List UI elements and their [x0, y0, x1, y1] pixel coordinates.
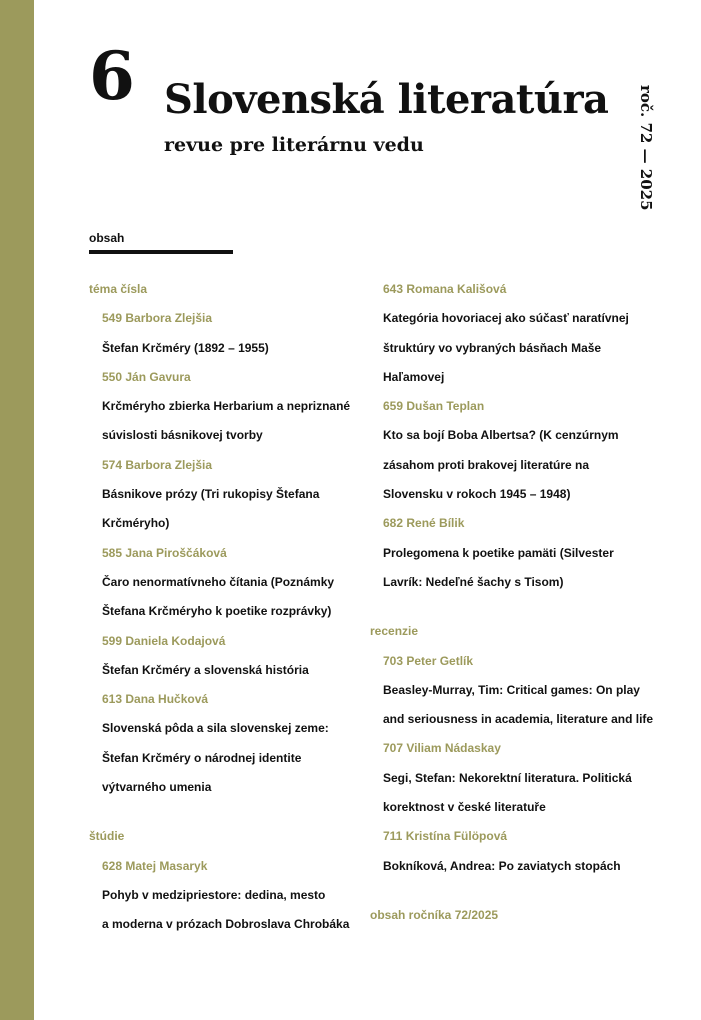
- entry-title: Haľamovej: [383, 369, 445, 384]
- entry-author: 659 Dušan Teplan: [383, 399, 485, 414]
- entry-title: Bokníková, Andrea: Po zaviatych stopách: [383, 858, 621, 873]
- section-gap: [89, 808, 359, 828]
- section-heading: téma čísla: [89, 282, 148, 296]
- entry-author: 613 Dana Hučková: [102, 692, 209, 707]
- contents-rule: [89, 250, 233, 254]
- journal-title: Slovenská literatúra: [164, 76, 609, 123]
- entry-title: Prolegomena k poetike pamäti (Silvester: [383, 545, 614, 560]
- entry-title: Slovensku v rokoch 1945 – 1948): [383, 487, 571, 502]
- volume-year: roč. 72 — 2025: [637, 85, 655, 211]
- accent-stripe: [0, 0, 34, 1020]
- entry-author: 550 Ján Gavura: [102, 369, 191, 384]
- entry-author: 549 Barbora Zlejšia: [102, 311, 213, 326]
- entry-author: 585 Jana Piroščáková: [102, 545, 227, 560]
- entry-title: Štefan Krčméry (1892 – 1955): [102, 340, 269, 355]
- entry-title: Štefan Krčméry o národnej identite: [102, 750, 302, 765]
- entry-title: and seriousness in academia, literature and life: [383, 712, 654, 727]
- section-heading: obsah ročníka 72/2025: [370, 907, 499, 922]
- section-heading: štúdie: [89, 829, 125, 844]
- entry-title: Čaro nenormatívneho čítania (Poznámky: [102, 574, 335, 589]
- entry-author: 703 Peter Getlík: [383, 653, 474, 668]
- entry-author: 707 Viliam Nádaskay: [383, 741, 501, 756]
- section-gap: [370, 887, 670, 907]
- entry-author: 643 Romana Kališová: [383, 282, 507, 296]
- entry-title: zásahom proti brakovej literatúre na: [383, 457, 590, 472]
- entry-author: 599 Daniela Kodajová: [102, 633, 226, 648]
- entry-author: 711 Kristína Fülöpová: [383, 829, 508, 844]
- entry-title: súvislosti básnikovej tvorby: [102, 428, 263, 443]
- entry-title: a moderna v prózach Dobroslava Chrobáka: [102, 917, 350, 932]
- journal-subtitle: revue pre literárnu vedu: [164, 134, 424, 156]
- entry-title: korektnost v české literatuře: [383, 800, 546, 815]
- entry-title: Krčméryho): [102, 516, 170, 531]
- contents-right-column: [370, 281, 670, 936]
- entry-title: Krčméryho zbierka Herbarium a nepriznané: [102, 399, 351, 414]
- entry-title: Štefan Krčméry a slovenská história: [102, 662, 309, 677]
- contents-left-column: [89, 281, 359, 946]
- entry-title: Slovenská pôda a sila slovenskej zeme:: [102, 721, 329, 736]
- issue-number: 6: [89, 37, 135, 115]
- entry-title: štruktúry vo vybraných básňach Maše: [383, 340, 602, 355]
- entry-title: výtvarného umenia: [102, 780, 212, 795]
- contents-label: obsah: [89, 231, 125, 245]
- entry-author: 682 René Bílik: [383, 516, 465, 531]
- entry-title: Básnikove prózy (Tri rukopisy Štefana: [102, 487, 320, 502]
- entry-author: 628 Matej Masaryk: [102, 858, 208, 873]
- entry-title: Segi, Stefan: Nekorektní literatura. Politická: [383, 770, 632, 785]
- entry-title: Štefana Krčméryho k poetike rozprávky): [102, 604, 332, 619]
- entry-title: Kto sa bojí Boba Albertsa? (K cenzúrnym: [383, 428, 619, 443]
- section-gap: [370, 603, 670, 623]
- entry-title: Lavrík: Nedeľné šachy s Tisom): [383, 574, 564, 589]
- entry-author: 574 Barbora Zlejšia: [102, 457, 213, 472]
- entry-title: Pohyb v medzipriestore: dedina, mesto: [102, 887, 326, 902]
- entry-title: Kategória hovoriacej ako súčasť naratívnej: [383, 311, 629, 326]
- section-heading: recenzie: [370, 624, 419, 639]
- entry-title: Beasley-Murray, Tim: Critical games: On play: [383, 682, 640, 697]
